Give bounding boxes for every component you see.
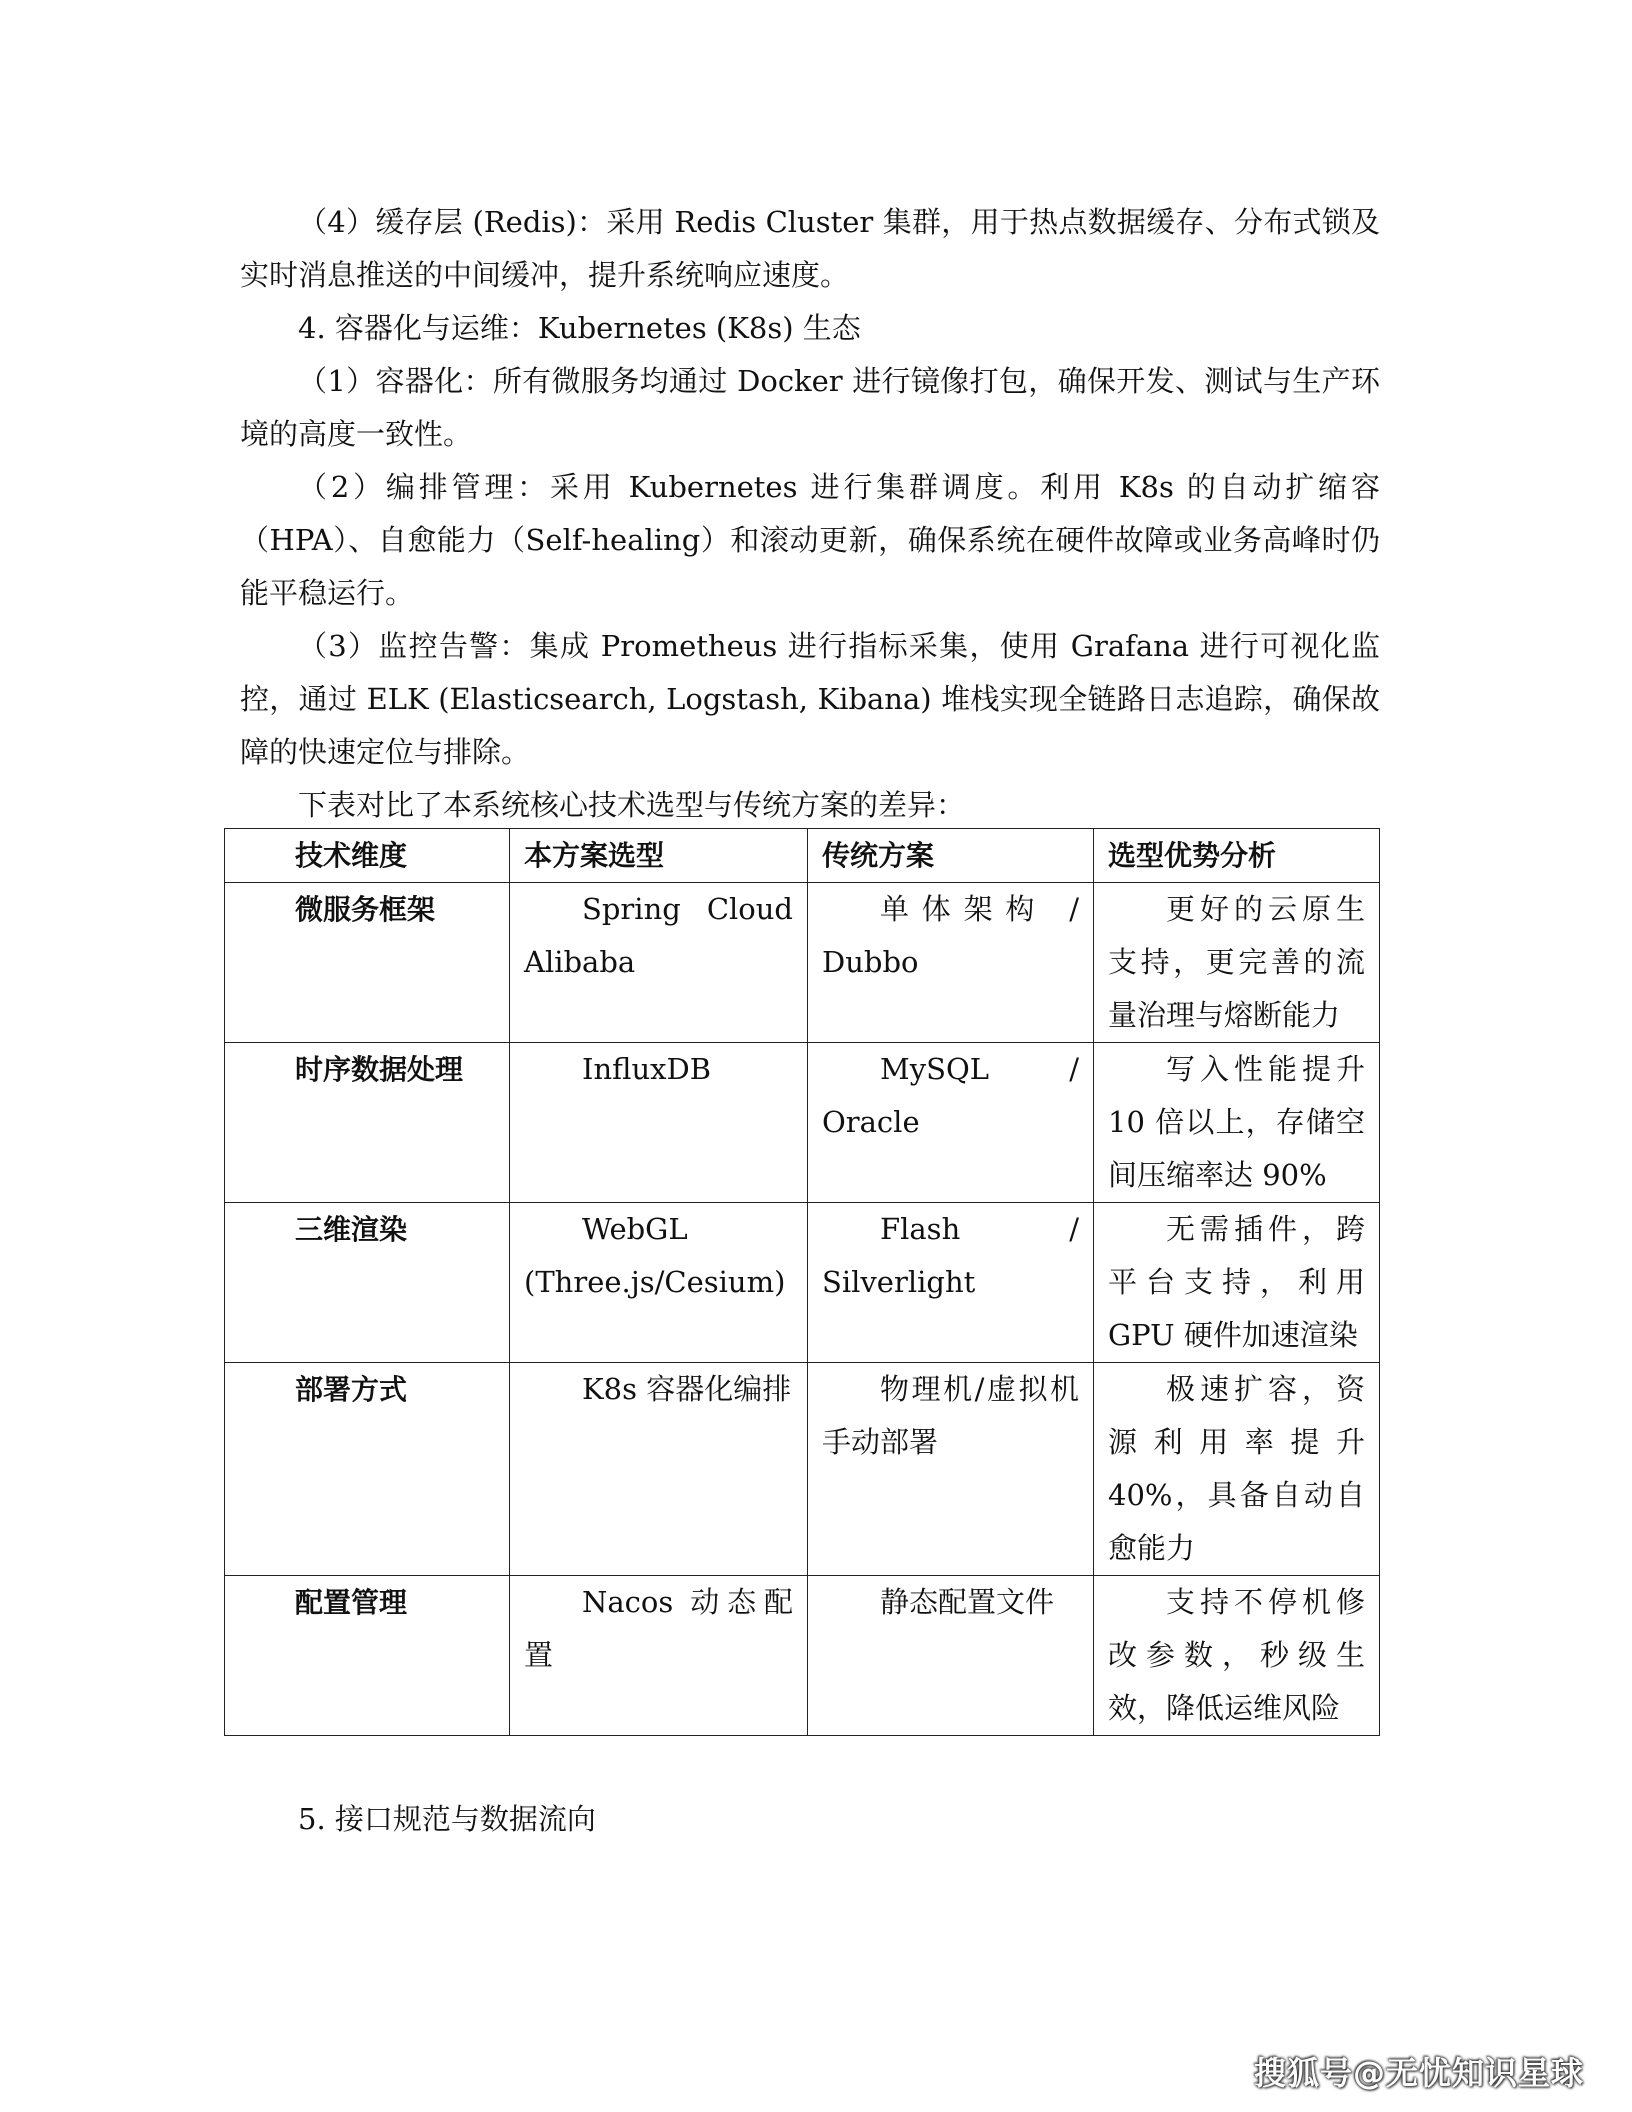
- table-row: [225, 1576, 1380, 1736]
- section-4-heading: 4. 容器化与运维：Kubernetes (K8s) 生态: [298, 311, 861, 345]
- cell-traditional: 单体架构 / Dubbo: [808, 883, 1094, 1043]
- paragraph-redis-cache: （4）缓存层 (Redis)：采用 Redis Cluster 集群，用于热点数据缓存、分布式锁及实时消息推送的中间缓冲，提升系统响应速度。: [240, 205, 1380, 292]
- section-5-heading: 5. 接口规范与数据流向: [298, 1802, 596, 1836]
- header-advantage: 选型优势分析: [1094, 829, 1380, 883]
- cell-dimension: 微服务框架: [225, 883, 510, 1043]
- cell-traditional: 静态配置文件: [808, 1576, 1094, 1736]
- cell-advantage: 支持不停机修改参数，秒级生效，降低运维风险: [1094, 1576, 1380, 1736]
- cell-dimension: 时序数据处理: [225, 1043, 510, 1203]
- cell-traditional: MySQL / Oracle: [808, 1043, 1094, 1203]
- cell-advantage: 更好的云原生支持，更完善的流量治理与熔断能力: [1094, 883, 1380, 1043]
- table-row: [225, 1363, 1380, 1576]
- cell-our-choice: InfluxDB: [510, 1043, 808, 1203]
- tech-comparison-table: [224, 828, 1380, 1736]
- cell-dimension: 三维渲染: [225, 1203, 510, 1363]
- cell-advantage: 极速扩容，资源利用率提升 40%，具备自动自愈能力: [1094, 1363, 1380, 1576]
- paragraph-orchestration: （2）编排管理：采用 Kubernetes 进行集群调度。利用 K8s 的自动扩缩容（HPA）、自愈能力（Self-healing）和滚动更新，确保系统在硬件故障或业务高峰时仍能平稳运行。: [240, 470, 1380, 610]
- cell-advantage: 写入性能提升 10 倍以上，存储空间压缩率达 90%: [1094, 1043, 1380, 1203]
- cell-traditional: 物理机/虚拟机手动部署: [808, 1363, 1094, 1576]
- table-row: [225, 1043, 1380, 1203]
- table-row: [225, 883, 1380, 1043]
- table-row: [225, 1203, 1380, 1363]
- table-intro-text: 下表对比了本系统核心技术选型与传统方案的差异：: [298, 788, 966, 822]
- cell-our-choice: Spring Cloud Alibaba: [510, 883, 808, 1043]
- cell-traditional: Flash / Silverlight: [808, 1203, 1094, 1363]
- header-traditional: 传统方案: [808, 829, 1094, 883]
- cell-advantage: 无需插件，跨平台支持，利用 GPU 硬件加速渲染: [1094, 1203, 1380, 1363]
- cell-dimension: 配置管理: [225, 1576, 510, 1736]
- paragraph-containerization: （1）容器化：所有微服务均通过 Docker 进行镜像打包，确保开发、测试与生产环境的高度一致性。: [240, 364, 1380, 451]
- cell-our-choice: Nacos 动态配置: [510, 1576, 808, 1736]
- watermark-text: 搜狐号@无忧知识星球: [1253, 2054, 1584, 2092]
- header-tech-dimension: 技术维度: [225, 829, 510, 883]
- header-our-choice: 本方案选型: [510, 829, 808, 883]
- paragraph-monitoring: （3）监控告警：集成 Prometheus 进行指标采集，使用 Grafana 进行可视化监控，通过 ELK (Elasticsearch, Logstash, Kibana) 堆栈实现全链路日志追踪，确保故障的快速定位与排除。: [240, 629, 1380, 769]
- table-header-row: [225, 829, 1380, 883]
- cell-our-choice: K8s 容器化编排: [510, 1363, 808, 1576]
- cell-our-choice: WebGL (Three.js/Cesium): [510, 1203, 808, 1363]
- cell-dimension: 部署方式: [225, 1363, 510, 1576]
